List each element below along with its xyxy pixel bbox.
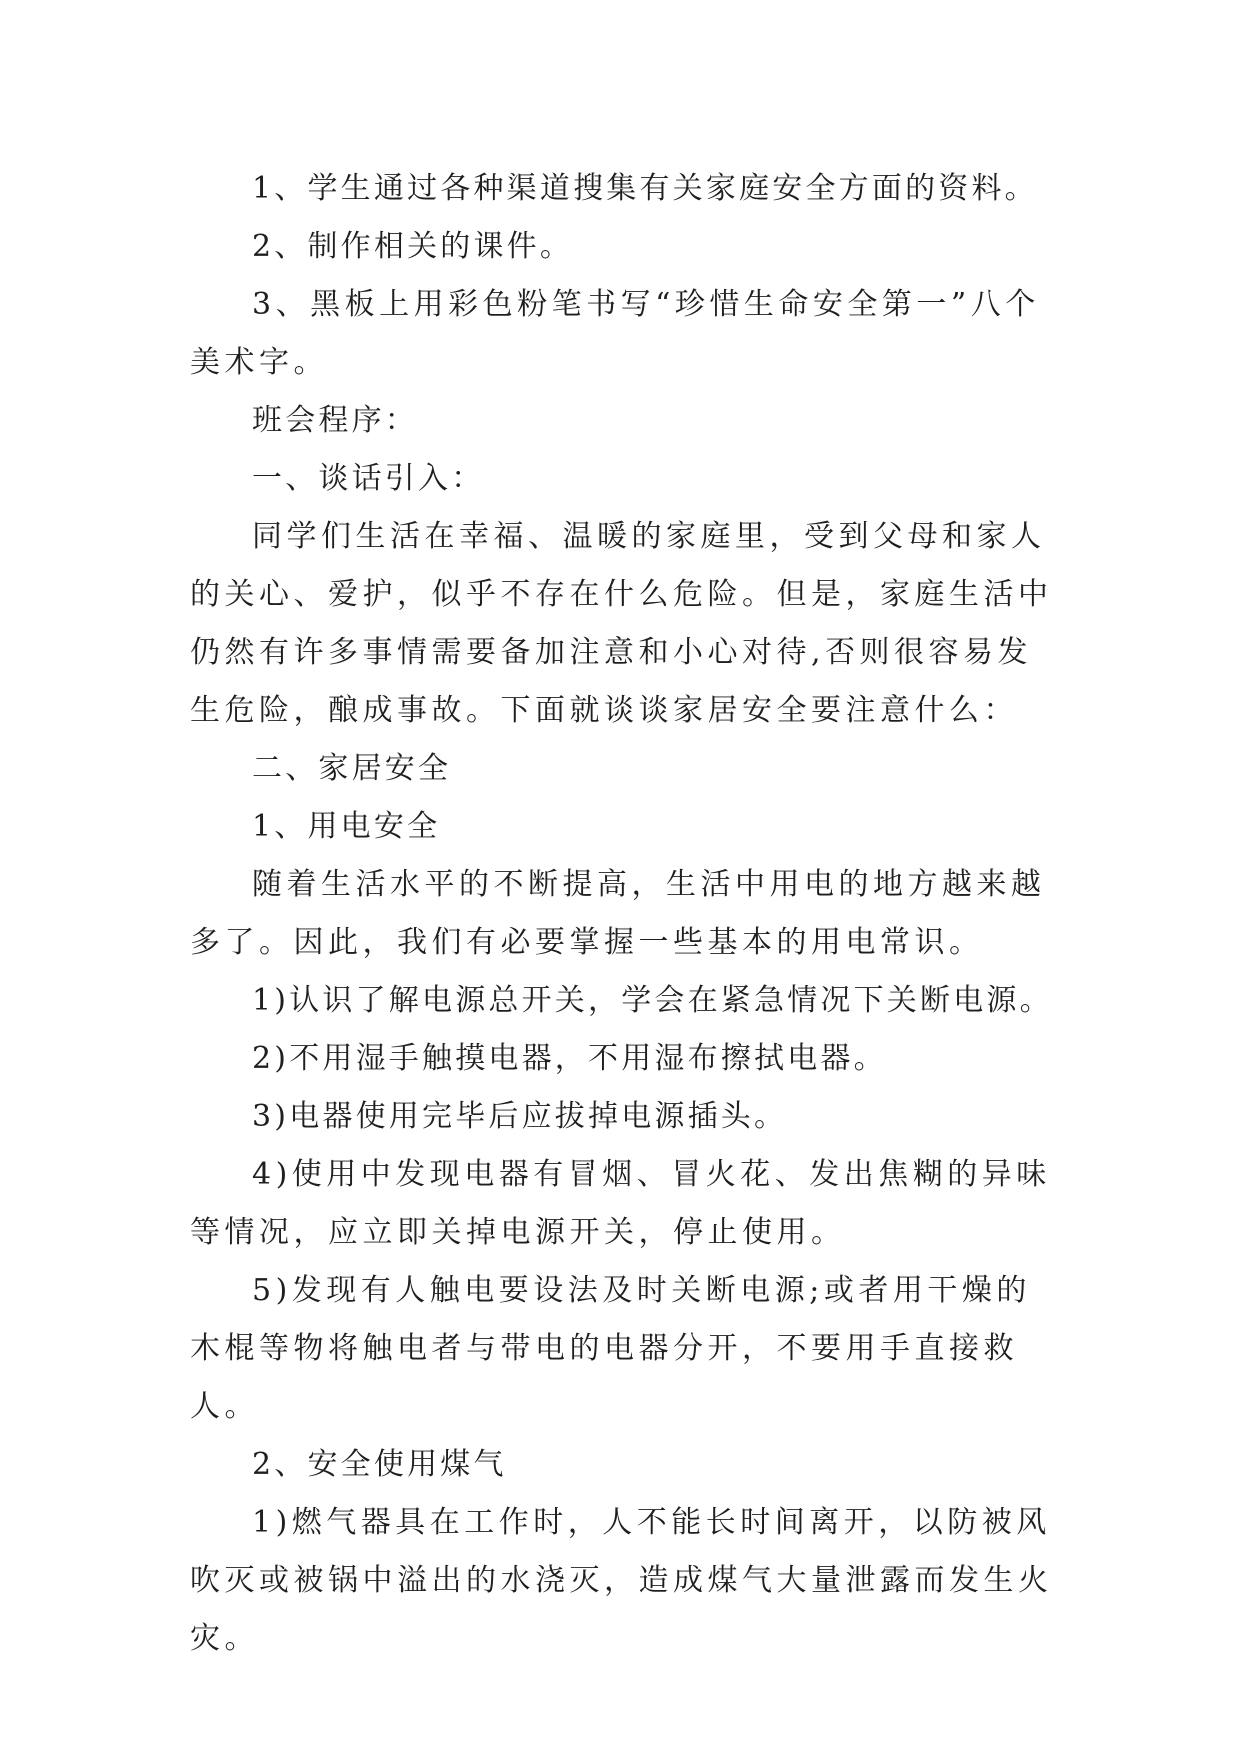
paragraph-introduction: 同学们生活在幸福、温暖的家庭里，受到父母和家人的关心、爱护，似乎不存在什么危险。但是，家庭生活中仍然有许多事情需要备加注意和小心对待,否则很容易发生危险，酿成事故。下面就谈谈家居安全要注意什么：	[190, 519, 1053, 728]
list-item-gas-1: 1)燃气器具在工作时，人不能长时间离开，以防被风吹灭或被锅中溢出的水浇灭，造成煤气大量泄露而发生火灾。	[190, 1505, 1053, 1656]
paragraph-electricity-intro: 随着生活水平的不断提高，生活中用电的地方越来越多了。因此，我们有必要掌握一些基本的用电常识。	[190, 867, 1046, 960]
paragraph-prep-2: 2、制作相关的课件。	[252, 229, 574, 264]
list-item-electricity-5: 5)发现有人触电要设法及时关断电源;或者用干燥的木棍等物将触电者与带电的电器分开，不要用手直接救人。	[190, 1273, 1031, 1424]
paragraph-prep-1: 1、学生通过各种渠道搜集有关家庭安全方面的资料。	[252, 171, 1038, 206]
document-body	[190, 160, 1060, 1668]
heading-electricity-safety: 1、用电安全	[252, 809, 441, 844]
heading-introduction: 一、谈话引入：	[252, 461, 485, 496]
list-item-electricity-2: 2)不用湿手触摸电器，不用湿布擦拭电器。	[252, 1041, 887, 1076]
heading-class-procedure: 班会程序：	[252, 403, 418, 438]
heading-home-safety: 二、家居安全	[252, 751, 452, 786]
list-item-electricity-4: 4)使用中发现电器有冒烟、冒火花、发出焦糊的异味等情况，应立即关掉电源开关，停止使用。	[190, 1157, 1051, 1250]
list-item-electricity-3: 3)电器使用完毕后应拔掉电源插头。	[252, 1099, 788, 1134]
paragraph-prep-3: 3、黑板上用彩色粉笔书写“珍惜生命安全第一”八个美术字。	[190, 287, 1040, 380]
heading-gas-safety: 2、安全使用煤气	[252, 1447, 507, 1482]
list-item-electricity-1: 1)认识了解电源总开关，学会在紧急情况下关断电源。	[252, 983, 1053, 1018]
